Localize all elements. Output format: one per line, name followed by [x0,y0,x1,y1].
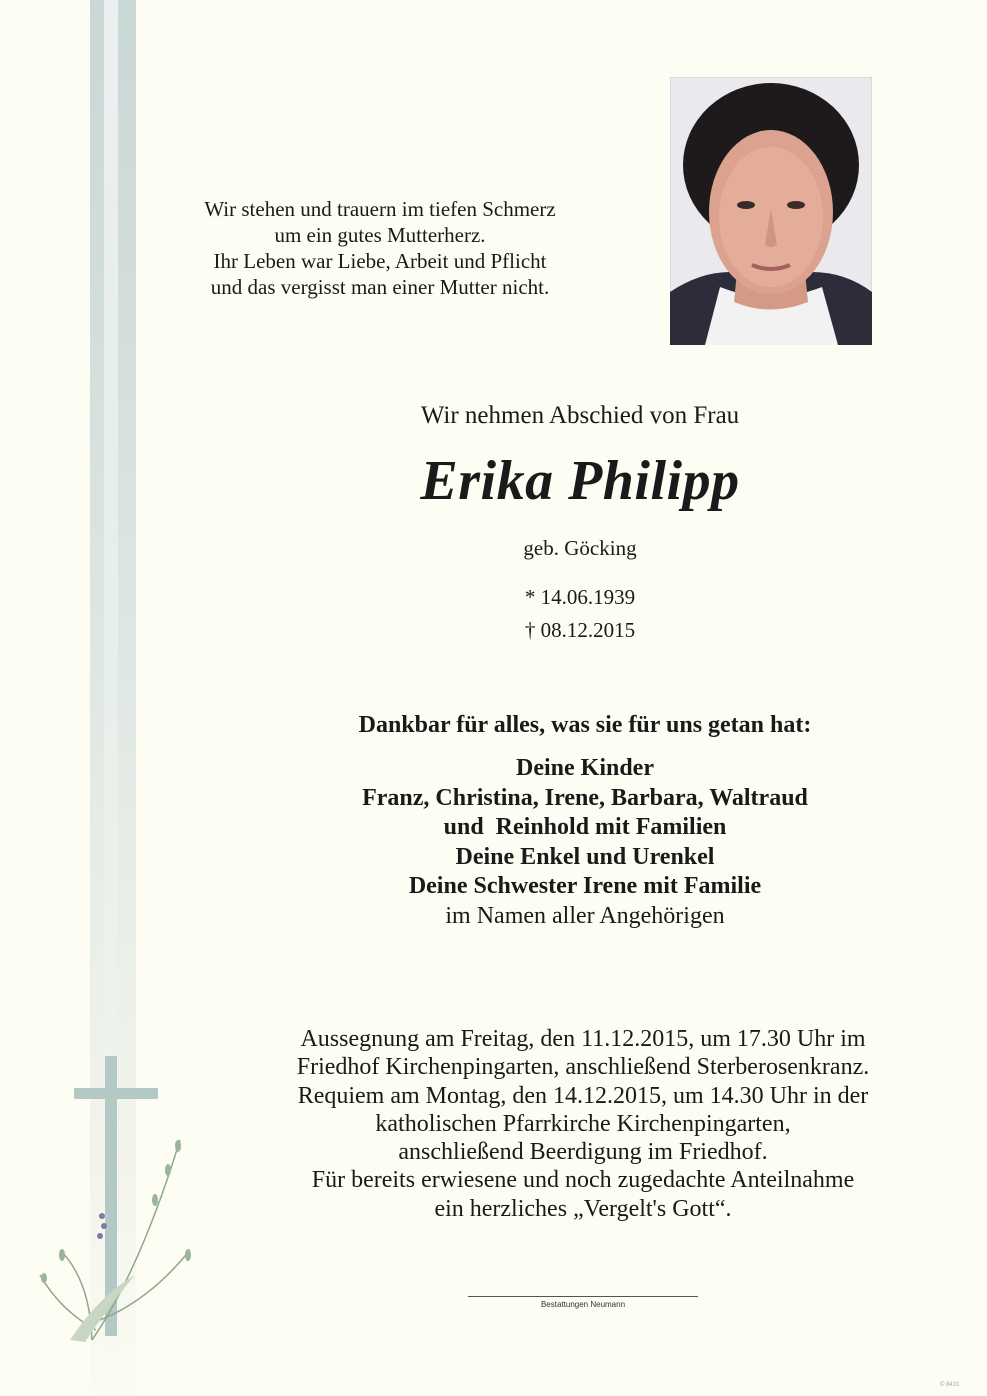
family-line: Deine Enkel und Urenkel [455,843,715,870]
poem [170,196,590,300]
thanks-heading: Dankbar für alles, was sie für uns getan hat: [358,712,812,738]
print-code: © 8431 [940,1382,960,1388]
family-line: Franz, Christina, Irene, Barbara, Waltraud [362,784,808,811]
deceased-name: Erika Philipp [420,450,740,512]
family-list [280,754,890,931]
farewell-intro: Wir nehmen Abschied von Frau [420,402,740,429]
family-line: Deine Schwester Irene mit Familie [408,873,762,899]
service-line: katholischen Pfarrkirche Kirchenpingarten, [375,1110,791,1137]
family-line: und Reinhold mit Familien [443,814,727,840]
service-line: anschließend Beerdigung im Friedhof. [398,1139,768,1166]
service-line: ein herzliches „Vergelt's Gott“. [434,1195,732,1222]
maiden-name: geb. Göcking [523,536,637,560]
service-line: Requiem am Montag, den 14.12.2015, um 14.30 Uhr in der [297,1082,869,1109]
death-date: † 08.12.2015 [524,618,636,642]
cross-icon [30,1050,210,1350]
service-line: Aussegnung am Freitag, den 11.12.2015, um 17.30 Uhr im [300,1026,866,1052]
poem-line: und das vergisst man einer Mutter nicht. [210,275,550,299]
poem-line: Wir stehen und trauern im tiefen Schmerz [204,197,556,221]
poem-line: Ihr Leben war Liebe, Arbeit und Pflicht [213,249,547,273]
undertaker-name: Bestattungen Neumann [540,1300,626,1309]
family-line: Deine Kinder [516,755,654,781]
service-details [230,1025,936,1223]
birth-date: * 14.06.1939 [524,585,636,609]
undertaker-divider [468,1296,698,1297]
portrait-photo [670,77,872,345]
family-line: im Namen aller Angehörigen [445,902,725,929]
service-line: Friedhof Kirchenpingarten, anschließend Sterberosenkranz. [296,1054,870,1081]
poem-line: um ein gutes Mutterherz. [274,223,486,247]
service-line: Für bereits erwiesene und noch zugedachte Anteilnahme [311,1167,855,1194]
